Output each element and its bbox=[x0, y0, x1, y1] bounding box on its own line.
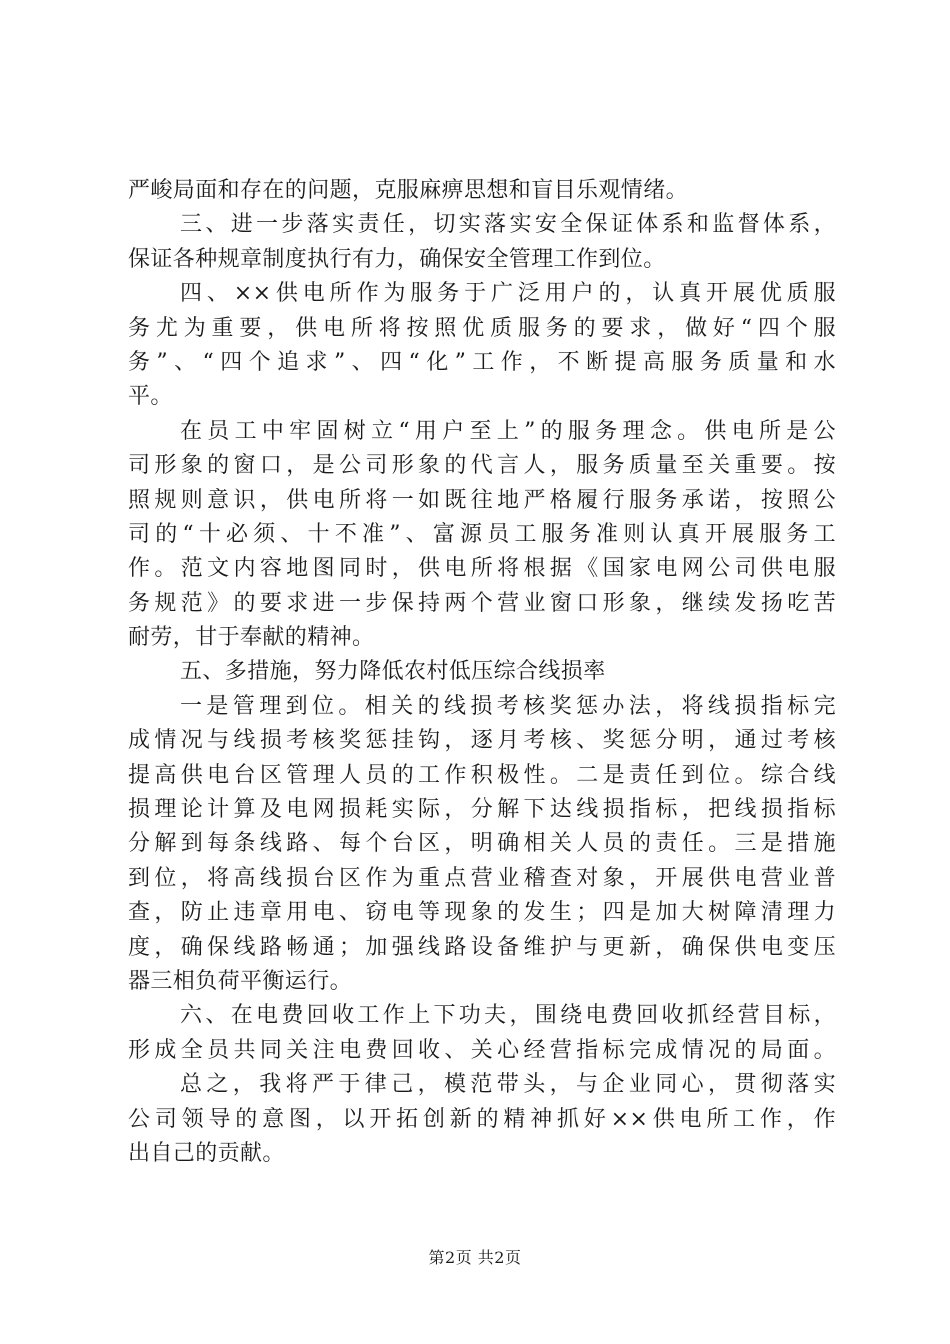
paragraph-line: 分解到每条线路、每个台区，明确相关人员的责任。三是措施 bbox=[128, 831, 836, 857]
paragraph-line: 务”、“四个追求”、四“化”工作，不断提高服务质量和水 bbox=[128, 349, 836, 375]
paragraph-line: 司的“十必须、十不准”、富源员工服务准则认真开展服务工 bbox=[128, 521, 836, 547]
paragraph-line: 作。范文内容地图同时，供电所将根据《国家电网公司供电服 bbox=[128, 556, 836, 582]
paragraph-line: 平。 bbox=[128, 384, 173, 410]
paragraph-line: 到位，将高线损台区作为重点营业稽查对象，开展供电营业普 bbox=[128, 865, 836, 891]
paragraph-line: 保证各种规章制度执行有力，确保安全管理工作到位。 bbox=[128, 246, 666, 272]
paragraph-line: 在员工中牢固树立“用户至上”的服务理念。供电所是公 bbox=[180, 418, 836, 444]
paragraph-line: 一是管理到位。相关的线损考核奖惩办法，将线损指标完 bbox=[180, 693, 836, 719]
paragraph-line: 严峻局面和存在的问题，克服麻痹思想和盲目乐观情绪。 bbox=[128, 178, 689, 203]
section-heading: 五、多措施，努力降低农村低压综合线损率 bbox=[180, 659, 606, 685]
page-number-footer: 第2页 共2页 bbox=[428, 1248, 522, 1267]
paragraph-line: 器三相负荷平衡运行。 bbox=[128, 968, 353, 994]
paragraph-line: 司形象的窗口，是公司形象的代言人，服务质量至关重要。按 bbox=[128, 453, 836, 479]
paragraph-line: 成情况与线损考核奖惩挂钩，逐月考核、奖惩分明，通过考核 bbox=[128, 728, 836, 754]
document-body bbox=[128, 174, 836, 1171]
paragraph-line: 务规范》的要求进一步保持两个营业窗口形象，继续发扬吃苦 bbox=[128, 590, 836, 616]
paragraph-line: 六、在电费回收工作上下功夫，围绕电费回收抓经营目标， bbox=[180, 1003, 836, 1029]
paragraph-line: 公司领导的意图，以开拓创新的精神抓好××供电所工作，作 bbox=[128, 1106, 836, 1132]
paragraph-line: 四、××供电所作为服务于广泛用户的，认真开展优质服 bbox=[180, 281, 836, 307]
paragraph-line: 照规则意识，供电所将一如既往地严格履行服务承诺，按照公 bbox=[128, 487, 836, 513]
paragraph-line: 提高供电台区管理人员的工作积极性。二是责任到位。综合线 bbox=[128, 762, 836, 788]
paragraph-line: 出自己的贡献。 bbox=[128, 1140, 285, 1166]
paragraph-line: 损理论计算及电网损耗实际，分解下达线损指标，把线损指标 bbox=[128, 797, 836, 823]
paragraph-line: 务尤为重要，供电所将按照优质服务的要求，做好“四个服 bbox=[128, 315, 836, 341]
paragraph-line: 耐劳，甘于奉献的精神。 bbox=[128, 625, 375, 651]
paragraph-line: 查，防止违章用电、窃电等现象的发生；四是加大树障清理力 bbox=[128, 900, 836, 926]
paragraph-line: 度，确保线路畅通；加强线路设备维护与更新，确保供电变压 bbox=[128, 934, 836, 960]
paragraph-line: 三、进一步落实责任，切实落实安全保证体系和监督体系， bbox=[180, 212, 836, 238]
paragraph-line: 总之，我将严于律己，模范带头，与企业同心，贯彻落实 bbox=[180, 1072, 836, 1098]
paragraph-line: 形成全员共同关注电费回收、关心经营指标完成情况的局面。 bbox=[128, 1037, 836, 1063]
